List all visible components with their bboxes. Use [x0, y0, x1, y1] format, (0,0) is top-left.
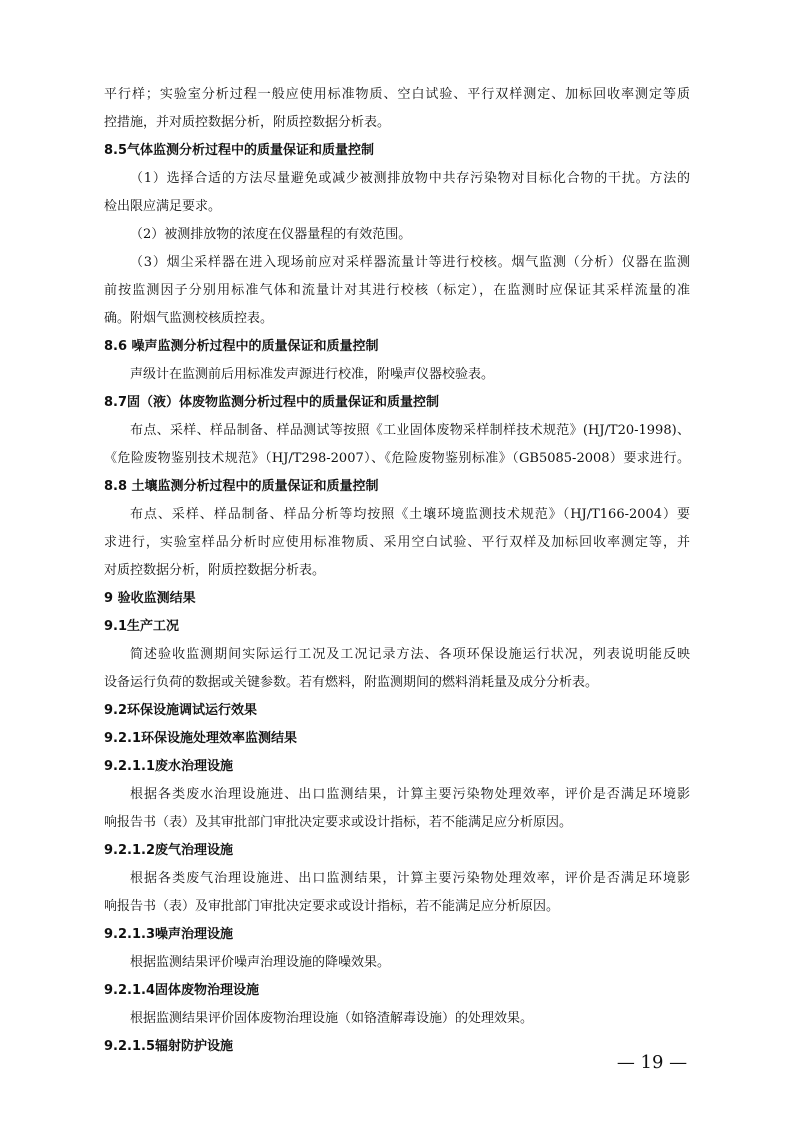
body-text-line: 响报告书（表）及其审批部门审批决定要求或设计指标，若不能满足应分析原因。: [104, 815, 573, 830]
section-heading-9-2-1: 9.2.1环保设施处理效率监测结果: [104, 731, 298, 746]
page-number: — 19 —: [616, 1052, 688, 1073]
section-heading-9: 9 验收监测结果: [104, 591, 196, 606]
body-text-line: 根据各类废气治理设施进、出口监测结果，计算主要污染物处理效率，评价是否满足环境影: [130, 871, 690, 886]
body-text-line: 对质控数据分析，附质控数据分析表。: [104, 563, 326, 578]
body-text-line: 根据监测结果评价噪声治理设施的降噪效果。: [130, 955, 391, 970]
body-text-line: 简述验收监测期间实际运行工况及工况记录方法、各项环保设施运行状况，列表说明能反映: [130, 647, 690, 662]
body-text-line: 确。附烟气监测校核质控表。: [104, 311, 274, 326]
section-heading-8-8: 8.8 土壤监测分析过程中的质量保证和质量控制: [104, 479, 379, 494]
section-heading-9-2-1-3: 9.2.1.3噪声治理设施: [104, 927, 233, 942]
body-text-line: （2）被测排放物的浓度在仪器量程的有效范围。: [130, 227, 412, 242]
section-heading-8-5: 8.5气体监测分析过程中的质量保证和质量控制: [104, 143, 375, 158]
body-text-line: 布点、采样、样品制备、样品测试等按照《工业固体废物采样制样技术规范》(HJ/T20-1998)、: [130, 423, 690, 438]
body-text-line: 前按监测因子分别用标准气体和流量计对其进行校核（标定），在监测时应保证其采样流量的准: [104, 283, 690, 298]
body-text-line: 根据监测结果评价固体废物治理设施（如铬渣解毒设施）的处理效果。: [130, 1011, 534, 1026]
section-heading-8-6: 8.6 噪声监测分析过程中的质量保证和质量控制: [104, 339, 379, 354]
body-text-line: 布点、采样、样品制备、样品分析等均按照《土壤环境监测技术规范》（HJ/T166-2004）要: [130, 507, 690, 522]
body-text-line: 平行样；实验室分析过程一般应使用标准物质、空白试验、平行双样测定、加标回收率测定等质: [104, 87, 690, 102]
section-heading-9-2-1-2: 9.2.1.2废气治理设施: [104, 843, 233, 858]
section-heading-9-2-1-4: 9.2.1.4固体废物治理设施: [104, 983, 259, 998]
body-text-line: 设备运行负荷的数据或关键参数。若有燃料，附监测期间的燃料消耗量及成分分析表。: [104, 675, 599, 690]
body-text-line: 《危险废物鉴别技术规范》（HJ/T298-2007）、《危险废物鉴别标准》（GB5085-2008）要求进行。: [104, 451, 690, 466]
body-text-line: 根据各类废水治理设施进、出口监测结果，计算主要污染物处理效率，评价是否满足环境影: [130, 787, 690, 802]
body-text-line: （3）烟尘采样器在进入现场前应对采样器流量计等进行校核。烟气监测（分析）仪器在监测: [130, 255, 690, 270]
section-heading-9-1: 9.1生产工况: [104, 619, 180, 634]
section-heading-9-2-1-5: 9.2.1.5辐射防护设施: [104, 1039, 233, 1054]
section-heading-8-7: 8.7固（液）体废物监测分析过程中的质量保证和质量控制: [104, 395, 440, 410]
section-heading-9-2-1-1: 9.2.1.1废水治理设施: [104, 759, 233, 774]
body-text-line: （1）选择合适的方法尽量避免或减少被测排放物中共存污染物对目标化合物的干扰。方法的: [130, 171, 690, 186]
body-text-line: 求进行，实验室样品分析时应使用标准物质、采用空白试验、平行双样及加标回收率测定等，并: [104, 535, 690, 550]
section-heading-9-2: 9.2环保设施调试运行效果: [104, 703, 258, 718]
body-text-line: 控措施，并对质控数据分析，附质控数据分析表。: [104, 115, 391, 130]
body-text-line: 检出限应满足要求。: [104, 199, 222, 214]
body-text-line: 声级计在监测前后用标准发声源进行校准，附噪声仪器校验表。: [130, 367, 495, 382]
body-text-line: 响报告书（表）及审批部门审批决定要求或设计指标，若不能满足应分析原因。: [104, 899, 560, 914]
